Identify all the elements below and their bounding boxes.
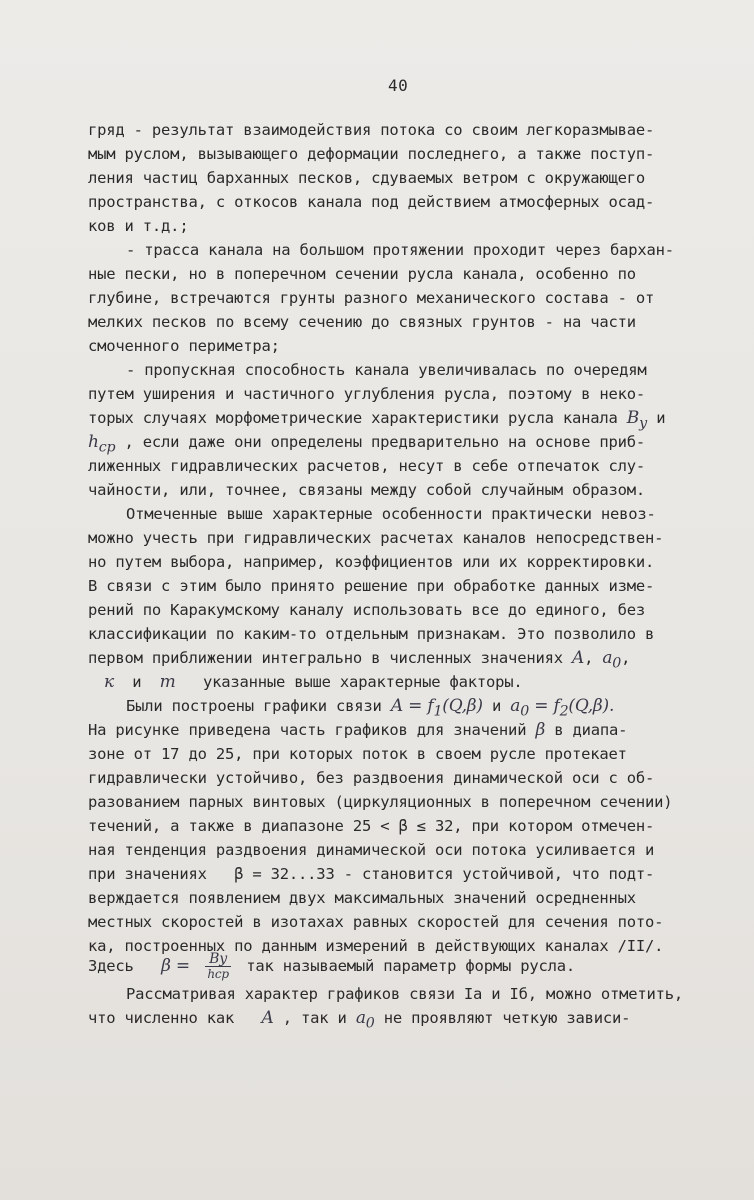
text-line: к и m указанные выше характерные факторы. [104, 672, 523, 692]
text-line: Рассматривая характер графиков связи Iа и Iб, можно отметить, [126, 985, 684, 1003]
handwritten-A: A [572, 648, 585, 668]
text-line: Были построены графики связи $A = f_1(Q,\beta)$ и $a_0 = f_2(Q,\beta)$. [126, 696, 615, 720]
handwritten-A: A [261, 1008, 274, 1028]
text-line: при значениях β = 32...33 - становится устойчивой, что подт- [88, 865, 655, 883]
text-line: зоне от 17 до 25, при которых поток в своем русле протекает [88, 745, 627, 763]
text-line: верждается появлением двух максимальных значений осредненных [88, 889, 636, 907]
text-line: местных скоростей в изотахах равных скоростей для сечения пото- [88, 913, 664, 931]
text-line: лиженных гидравлических расчетов, несут в себе отпечаток слу- [88, 457, 646, 475]
text-line: разованием парных винтовых (циркуляционных в поперечном сечении) [88, 793, 673, 811]
text-line: мелких песков по всему сечению до связных грунтов - на части [88, 313, 636, 331]
text-line: ка, построенных по данным измерений в действующих каналах /II/. [88, 937, 664, 955]
handwritten-m: m [159, 672, 176, 692]
text-line: гряд - результат взаимодействия потока со своим легкоразмываe- [88, 121, 655, 139]
handwritten-by: $В_у$ [626, 408, 648, 432]
handwritten-k: к [104, 672, 114, 692]
handwritten-fraction: $\frac{Bу}{\text{hср}}$ [205, 952, 231, 981]
text-line: ная тенденция раздвоения динамической оси потока усиливается и [88, 841, 655, 859]
text-line: рений по Каракумскому каналу использовать все до единого, без [88, 601, 646, 619]
page-number: 40 [388, 76, 409, 95]
text-line: - трасса канала на большом протяжении проходит через бархан- [126, 241, 674, 259]
text-line: Отмеченные выше характерные особенности практически невоз- [126, 505, 656, 523]
text-line: путем уширения и частичного углубления русла, поэтому в неко- [88, 385, 646, 403]
text-line: - пропускная способность канала увеличивалась по очередям [126, 361, 647, 379]
text-line: ления частиц барханных песков, сдуваемых ветром с окружающего [88, 169, 646, 187]
handwritten-beta-eq: β = [161, 956, 190, 976]
text-line: гидравлически устойчиво, без раздвоения динамической оси с об- [88, 769, 655, 787]
handwritten-formula-2: $a_0 = f_2(Q,\beta)$. [510, 696, 615, 720]
text-line: первом приближении интегрально в численных значениях A, $a_0$, [88, 648, 631, 672]
text-line: торых случаях морфометрические характеристики русла канала $В_у$ и [88, 408, 666, 432]
handwritten-a0: $a_0$ [355, 1008, 375, 1032]
text-line: Здесь β = $\frac{Bу}{\text{hср}}$ так называемый параметр формы русла. [88, 951, 576, 981]
handwritten-formula-1: $A = f_1(Q,\beta)$ [390, 696, 483, 720]
text-line: На рисунке приведена часть графиков для значений β в диапа- [88, 720, 628, 740]
handwritten-beta: β [535, 720, 546, 740]
text-line: смоченного периметра; [88, 337, 280, 355]
text-line: ков и т.д.; [88, 217, 189, 235]
text-line: пространства, с откосов канала под действием атмосферных осад- [88, 193, 655, 211]
text-line: течений, а также в диапазоне 25 < β ≤ 32, при котором отмечен- [88, 817, 655, 835]
text-line: глубине, встречаются грунты разного механического состава - от [88, 289, 655, 307]
text-run: торых случаях морфометрические характеристики русла канала [88, 409, 618, 427]
handwritten-hcp: $h_{ср}$ [88, 432, 116, 456]
text-line: чайности, или, точнее, связаны между собой случайным образом. [88, 481, 646, 499]
text-line: классификации по каким-то отдельным признакам. Это позволило в [88, 625, 655, 643]
text-line: что численно как A , так и $a_0$ не проявляют четкую зависи- [88, 1008, 631, 1032]
text-line: В связи с этим было принято решение при обработке данных изме- [88, 577, 655, 595]
text-line: мым руслом, вызывающего деформации последнего, а также поступ- [88, 145, 655, 163]
text-line: но путем выбора, например, коэффициентов или их корректировки. [88, 553, 655, 571]
text-line: можно учесть при гидравлических расчетах каналов непосредствен- [88, 529, 664, 547]
handwritten-a0: $a_0$ [602, 648, 622, 672]
text-line: ные пески, но в поперечном сечении русла канала, особенно по [88, 265, 636, 283]
text-line: $h_{ср}$ , если даже они определены предварительно на основе приб- [88, 432, 645, 456]
